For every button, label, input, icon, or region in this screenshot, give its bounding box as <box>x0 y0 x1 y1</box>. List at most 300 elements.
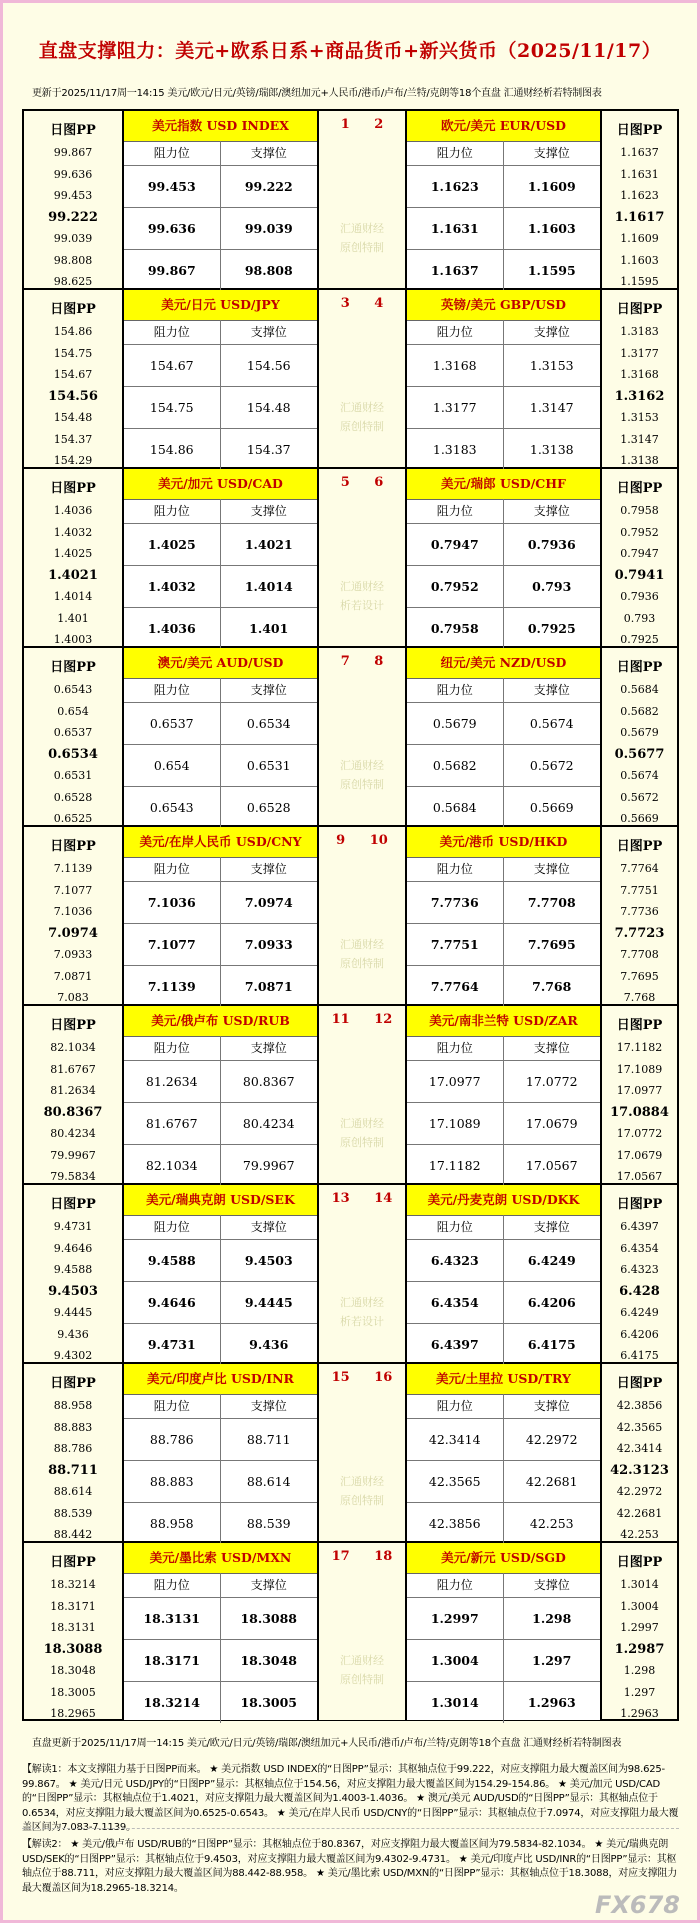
pp-value: 0.654 <box>57 704 89 718</box>
pair-number-left: 3 <box>340 296 350 311</box>
pair-section <box>24 1006 677 1185</box>
watermark <box>319 398 405 436</box>
resistance-header: 阻力位 <box>407 320 504 344</box>
pp-value: 88.883 <box>53 1420 93 1434</box>
support-value: 6.4175 <box>527 1337 576 1352</box>
support-header: 支撑位 <box>250 146 287 160</box>
pair-number-left: 17 <box>331 1549 350 1564</box>
pp-value: 6.4397 <box>620 1220 659 1233</box>
pair-number-left: 7 <box>340 654 350 669</box>
support-value: 154.48 <box>246 400 291 415</box>
pair-name: 美元/瑞郎 USD/CHF <box>407 469 600 500</box>
pp-value: 154.37 <box>53 432 93 446</box>
pp-value: 81.2634 <box>50 1084 96 1097</box>
level-row <box>124 1282 317 1324</box>
right-pair-block <box>407 648 602 825</box>
support-value: 17.0679 <box>525 1116 578 1131</box>
pp-value: 1.298 <box>623 1664 656 1677</box>
support-value: 7.7695 <box>527 937 576 952</box>
pp-list <box>24 858 122 1009</box>
pp-list <box>602 858 677 1009</box>
resistance-value: 17.1182 <box>407 1145 504 1186</box>
support-value: 18.3048 <box>240 1653 298 1668</box>
level-row <box>407 250 600 291</box>
right-pair-block <box>407 1185 602 1362</box>
pp-value: 1.4003 <box>53 633 93 646</box>
pp-value: 1.297 <box>623 1685 656 1699</box>
pp-value: 154.56 <box>48 388 98 404</box>
pp-value: 17.0567 <box>616 1170 663 1183</box>
pp-value: 88.786 <box>53 1442 93 1455</box>
pp-value: 1.3004 <box>620 1599 659 1613</box>
pp-value: 0.5682 <box>620 704 659 718</box>
pp-value: 79.5834 <box>50 1170 96 1183</box>
resistance-header: 阻力位 <box>407 499 504 523</box>
resistance-header: 阻力位 <box>124 1215 221 1239</box>
level-row <box>124 745 317 787</box>
pp-value: 1.2987 <box>614 1641 665 1657</box>
level-row <box>407 566 600 608</box>
watermark-line: 原创特制 <box>340 1494 384 1507</box>
watermark <box>319 756 405 794</box>
left-pp-column <box>24 469 124 646</box>
pp-value: 0.7952 <box>620 525 659 539</box>
resistance-value: 1.2997 <box>407 1598 504 1639</box>
pp-value: 7.0933 <box>53 948 93 961</box>
support-value: 0.5672 <box>529 758 574 773</box>
pp-value: 7.0974 <box>48 925 98 941</box>
pp-value: 6.4206 <box>620 1327 659 1341</box>
pp-title: 日图PP <box>50 123 96 138</box>
pp-value: 9.4302 <box>53 1349 93 1362</box>
pp-value: 98.808 <box>53 253 93 267</box>
resistance-header: 阻力位 <box>124 1394 221 1418</box>
pair-number-right: 2 <box>374 117 384 132</box>
right-pp-column <box>602 648 677 825</box>
left-pp-column <box>24 111 124 288</box>
level-header <box>124 857 317 882</box>
pair-name: 美元/加元 USD/CAD <box>124 469 317 500</box>
pair-number-left: 15 <box>331 1370 350 1385</box>
resistance-value: 154.75 <box>124 387 221 428</box>
pp-value: 6.4323 <box>620 1263 659 1276</box>
pp-value: 81.6767 <box>50 1062 96 1076</box>
pp-value: 1.1595 <box>620 275 659 288</box>
right-pp-column <box>602 1185 677 1362</box>
support-value: 17.0567 <box>525 1158 578 1173</box>
support-value: 1.298 <box>532 1611 572 1626</box>
support-value: 42.2681 <box>525 1474 578 1489</box>
pp-title: 日图PP <box>50 1555 96 1570</box>
pp-value: 1.3168 <box>620 368 659 381</box>
right-pair-block <box>407 827 602 1004</box>
level-row <box>407 1324 600 1365</box>
pp-list <box>24 500 122 651</box>
pp-value: 42.3565 <box>616 1420 663 1434</box>
level-header <box>124 1215 317 1240</box>
pair-numbers <box>319 654 405 669</box>
level-row <box>124 1324 317 1365</box>
pair-number-left: 1 <box>340 117 350 132</box>
pp-title: 日图PP <box>616 123 663 138</box>
level-row <box>124 608 317 649</box>
pp-list <box>602 1574 677 1725</box>
pair-name: 美元/新元 USD/SGD <box>407 1543 600 1574</box>
level-row <box>407 745 600 787</box>
level-row <box>124 429 317 470</box>
level-row <box>124 166 317 208</box>
pp-value: 82.1034 <box>50 1041 96 1054</box>
index-column <box>319 1185 407 1362</box>
pp-list <box>24 1037 122 1188</box>
pp-value: 1.3138 <box>620 454 659 467</box>
resistance-value: 0.5679 <box>407 703 504 744</box>
level-row <box>407 1061 600 1103</box>
resistance-header: 阻力位 <box>407 1394 504 1418</box>
watermark-line: 汇通财经 <box>340 759 384 772</box>
pair-number-right: 18 <box>374 1549 393 1564</box>
level-row <box>124 787 317 828</box>
support-value: 1.401 <box>249 621 289 636</box>
pair-numbers <box>319 1370 405 1385</box>
pp-list <box>602 142 677 293</box>
level-row <box>407 166 600 208</box>
support-value: 7.0933 <box>244 937 293 952</box>
support-header: 支撑位 <box>533 325 570 339</box>
pp-value: 18.2965 <box>50 1707 96 1720</box>
support-header: 支撑位 <box>533 1220 570 1234</box>
watermark <box>319 1651 405 1689</box>
pp-value: 80.8367 <box>43 1104 103 1120</box>
left-pair-block <box>124 827 319 1004</box>
support-header: 支撑位 <box>533 1578 570 1592</box>
level-header <box>407 1394 600 1419</box>
pair-name: 美元/南非兰特 USD/ZAR <box>407 1006 600 1037</box>
pair-number-right: 4 <box>374 296 384 311</box>
support-value: 1.4014 <box>244 579 293 594</box>
resistance-value: 0.6537 <box>124 703 221 744</box>
index-column <box>319 1543 407 1720</box>
pp-value: 7.083 <box>57 991 89 1004</box>
pp-value: 0.7936 <box>620 590 659 603</box>
pp-value: 1.4014 <box>53 590 93 603</box>
pp-value: 1.4021 <box>48 567 98 583</box>
pp-value: 18.3005 <box>50 1685 96 1699</box>
update-header: 更新于2025/11/17周一14:15 美元/欧元/日元/英镑/瑞郎/澳纽加元+人民币/港币/卢布/兰特/克朗等18个直盘 汇通财经析若特制图表 <box>32 88 602 99</box>
pp-title: 日图PP <box>616 1018 663 1033</box>
watermark-line: 汇通财经 <box>340 1654 384 1667</box>
resistance-value: 7.7764 <box>407 966 504 1007</box>
support-value: 6.4249 <box>527 1253 576 1268</box>
page-title: 直盘支撑阻力：美元+欧系日系+商品货币+新兴货币（2025/11/17） <box>38 40 662 62</box>
pp-title: 日图PP <box>50 660 96 675</box>
pp-value: 88.539 <box>53 1506 93 1520</box>
resistance-value: 17.0977 <box>407 1061 504 1102</box>
note-1: 【解读1：本文支撑阻力基于日图PP而来。 ★ 美元指数 USD INDEX的“日图PP”显示：其枢轴点位于99.222，对应支撑阻力最大覆盖区间为98.625-99.867。 ★ 美元/日元 USD/JPY的“日图PP”显示：其枢轴点位于154.56，对应支撑阻力最大覆盖区间为154.29-154.86。 ★ 美元/加元 USD/CAD的“日图PP”显示：其枢轴点位于1.4021，对应支撑阻力最大覆盖区间为1.4003-1.4036。 ★ 澳元/美元 AUD/USD的“日图PP”显示：其枢轴点位于0.6534，对应支撑阻力最大覆盖区间为0.6525-0.6543。 ★ 美元/在岸人民币 USD/CNY的“日图PP”显示：其枢轴点位于7.0974，对应支撑阻力最大覆盖区间为7.083-7.1139。 <box>22 1764 679 1833</box>
resistance-value: 0.6543 <box>124 787 221 828</box>
index-column <box>319 648 407 825</box>
level-header <box>124 320 317 345</box>
support-value: 0.5674 <box>529 716 574 731</box>
level-row <box>124 1682 317 1723</box>
left-pp-column <box>24 1364 124 1541</box>
pp-list <box>24 1395 122 1546</box>
pp-value: 1.2963 <box>620 1707 659 1720</box>
pp-title: 日图PP <box>50 302 96 317</box>
pp-list <box>602 1216 677 1367</box>
watermark-line: 析若设计 <box>340 1315 384 1328</box>
level-row <box>407 1598 600 1640</box>
pp-value: 18.3214 <box>50 1578 96 1591</box>
pp-value: 0.5674 <box>620 769 659 782</box>
support-value: 88.539 <box>246 1516 291 1531</box>
level-row <box>124 524 317 566</box>
pp-value: 17.0884 <box>610 1104 669 1120</box>
pp-value: 1.1623 <box>620 189 659 202</box>
level-row <box>124 1103 317 1145</box>
resistance-value: 6.4397 <box>407 1324 504 1365</box>
support-value: 0.6534 <box>246 716 291 731</box>
left-pair-block <box>124 111 319 288</box>
support-value: 18.3088 <box>240 1611 298 1626</box>
right-pp-column <box>602 1364 677 1541</box>
pair-number-right: 14 <box>374 1191 393 1206</box>
watermark-line: 原创特制 <box>340 420 384 433</box>
resistance-header: 阻力位 <box>124 499 221 523</box>
pp-value: 0.5672 <box>620 790 659 804</box>
level-row <box>124 250 317 291</box>
pp-value: 7.7764 <box>620 862 659 875</box>
pair-name: 美元/丹麦克朗 USD/DKK <box>407 1185 600 1216</box>
watermark <box>319 1293 405 1331</box>
left-pair-block <box>124 1364 319 1541</box>
pair-name: 美元/港币 USD/HKD <box>407 827 600 858</box>
watermark-line: 汇通财经 <box>340 222 384 235</box>
resistance-value: 99.867 <box>124 250 221 291</box>
watermark-line: 汇通财经 <box>340 401 384 414</box>
pp-value: 9.4503 <box>48 1283 98 1299</box>
watermark-line: 原创特制 <box>340 241 384 254</box>
pp-title: 日图PP <box>616 1555 663 1570</box>
left-pair-block <box>124 1185 319 1362</box>
support-value: 0.5669 <box>529 800 574 815</box>
pp-value: 7.7695 <box>620 969 659 983</box>
fx678-logo: FX678 <box>595 1891 680 1919</box>
pp-value: 1.401 <box>57 611 89 625</box>
support-value: 0.793 <box>532 579 572 594</box>
watermark-line: 汇通财经 <box>340 1296 384 1309</box>
resistance-value: 9.4588 <box>124 1240 221 1281</box>
watermark-line: 原创特制 <box>340 1136 384 1149</box>
pp-value: 99.867 <box>53 146 93 159</box>
pp-value: 42.2972 <box>616 1485 663 1498</box>
pp-title: 日图PP <box>616 302 663 317</box>
level-row <box>124 387 317 429</box>
pp-value: 18.3171 <box>50 1599 96 1613</box>
support-value: 1.3153 <box>529 358 574 373</box>
pp-value: 0.7958 <box>620 504 659 517</box>
pp-value: 154.67 <box>53 368 93 381</box>
watermark <box>319 1472 405 1510</box>
support-value: 1.297 <box>532 1653 572 1668</box>
support-header: 支撑位 <box>533 862 570 876</box>
pp-value: 98.625 <box>53 275 93 288</box>
resistance-header: 阻力位 <box>407 1215 504 1239</box>
level-row <box>407 703 600 745</box>
pp-value: 0.5669 <box>620 812 659 825</box>
pp-value: 0.5684 <box>620 683 659 696</box>
pp-list <box>602 321 677 472</box>
pivot-table <box>22 109 679 1721</box>
pp-title: 日图PP <box>616 660 663 675</box>
pair-name: 美元/日元 USD/JPY <box>124 290 317 321</box>
pp-title: 日图PP <box>616 481 663 496</box>
pp-value: 0.6534 <box>48 746 98 762</box>
pair-numbers <box>319 475 405 490</box>
left-pp-column <box>24 290 124 467</box>
pp-value: 99.039 <box>53 232 93 245</box>
pair-section <box>24 469 677 648</box>
resistance-value: 18.3171 <box>124 1640 221 1681</box>
resistance-value: 1.4025 <box>124 524 221 565</box>
level-header <box>124 1573 317 1598</box>
level-row <box>407 208 600 250</box>
level-row <box>407 1240 600 1282</box>
support-value: 99.222 <box>244 179 293 194</box>
pair-number-left: 13 <box>331 1191 350 1206</box>
pair-numbers <box>319 1549 405 1564</box>
pp-value: 7.7708 <box>620 948 659 961</box>
level-row <box>124 966 317 1007</box>
support-value: 9.4445 <box>244 1295 293 1310</box>
pair-numbers <box>319 833 405 848</box>
support-value: 0.7925 <box>527 621 576 636</box>
pair-numbers <box>319 1191 405 1206</box>
pp-value: 99.636 <box>53 167 93 181</box>
level-row <box>124 1503 317 1544</box>
right-pp-column <box>602 469 677 646</box>
resistance-value: 99.636 <box>124 208 221 249</box>
level-row <box>124 1419 317 1461</box>
watermark <box>319 577 405 615</box>
pp-value: 154.86 <box>53 325 93 338</box>
resistance-value: 0.5684 <box>407 787 504 828</box>
resistance-header: 阻力位 <box>407 1573 504 1597</box>
pp-value: 0.7925 <box>620 633 659 646</box>
pp-value: 18.3088 <box>43 1641 103 1657</box>
support-value: 7.7708 <box>527 895 576 910</box>
resistance-value: 17.1089 <box>407 1103 504 1144</box>
right-pp-column <box>602 290 677 467</box>
support-value: 18.3005 <box>240 1695 298 1710</box>
pair-number-right: 12 <box>374 1012 393 1027</box>
support-value: 7.768 <box>532 979 572 994</box>
pair-numbers <box>319 1012 405 1027</box>
pair-name: 美元/俄卢布 USD/RUB <box>124 1006 317 1037</box>
pp-value: 42.253 <box>620 1528 659 1541</box>
pair-name: 欧元/美元 EUR/USD <box>407 111 600 142</box>
resistance-value: 9.4731 <box>124 1324 221 1365</box>
resistance-value: 6.4323 <box>407 1240 504 1281</box>
pp-value: 0.7941 <box>614 567 665 583</box>
level-header <box>407 857 600 882</box>
resistance-header: 阻力位 <box>407 1036 504 1060</box>
pair-section <box>24 1364 677 1543</box>
level-row <box>124 208 317 250</box>
pp-value: 0.7947 <box>620 547 659 560</box>
pair-section <box>24 111 677 290</box>
pair-name: 英镑/美元 GBP/USD <box>407 290 600 321</box>
pp-value: 1.3147 <box>620 432 659 446</box>
pair-number-left: 9 <box>336 833 346 848</box>
support-header: 支撑位 <box>533 683 570 697</box>
support-value: 1.3138 <box>529 442 574 457</box>
support-header: 支撑位 <box>250 504 287 518</box>
support-value: 154.37 <box>246 442 291 457</box>
support-header: 支撑位 <box>250 683 287 697</box>
resistance-value: 154.86 <box>124 429 221 470</box>
pp-title: 日图PP <box>616 839 663 854</box>
support-value: 7.0871 <box>244 979 293 994</box>
right-pair-block <box>407 290 602 467</box>
level-row <box>407 966 600 1007</box>
support-value: 79.9967 <box>242 1158 295 1173</box>
resistance-value: 7.7751 <box>407 924 504 965</box>
resistance-value: 7.1139 <box>124 966 221 1007</box>
pp-list <box>24 679 122 830</box>
pp-value: 1.1617 <box>614 209 665 225</box>
level-row <box>124 566 317 608</box>
resistance-value: 7.1036 <box>124 882 221 923</box>
level-header <box>407 320 600 345</box>
resistance-value: 88.958 <box>124 1503 221 1544</box>
pp-value: 1.4032 <box>53 525 93 539</box>
support-value: 1.1603 <box>527 221 576 236</box>
support-value: 0.7936 <box>527 537 576 552</box>
resistance-value: 1.3004 <box>407 1640 504 1681</box>
pp-value: 0.5677 <box>614 746 665 762</box>
pp-value: 0.6543 <box>53 683 93 696</box>
pp-value: 154.48 <box>53 411 93 424</box>
resistance-value: 0.7958 <box>407 608 504 649</box>
pp-value: 0.6525 <box>53 812 93 825</box>
pair-section <box>24 1543 677 1720</box>
support-value: 1.1595 <box>527 263 576 278</box>
resistance-value: 1.1637 <box>407 250 504 291</box>
resistance-header: 阻力位 <box>124 857 221 881</box>
resistance-value: 154.67 <box>124 345 221 386</box>
pp-value: 7.1077 <box>53 883 93 897</box>
pp-value: 154.75 <box>53 346 93 360</box>
pp-title: 日图PP <box>50 839 96 854</box>
support-value: 0.6528 <box>246 800 291 815</box>
notes-divider <box>22 1828 679 1829</box>
resistance-value: 81.2634 <box>124 1061 221 1102</box>
pair-section <box>24 827 677 1006</box>
pp-value: 17.1089 <box>616 1062 663 1076</box>
resistance-value: 82.1034 <box>124 1145 221 1186</box>
pp-value: 0.793 <box>623 611 656 625</box>
resistance-value: 1.3014 <box>407 1682 504 1723</box>
pp-value: 0.6528 <box>53 790 93 804</box>
resistance-value: 81.6767 <box>124 1103 221 1144</box>
level-header <box>407 678 600 703</box>
level-header <box>124 499 317 524</box>
support-value: 9.4503 <box>244 1253 293 1268</box>
support-value: 154.56 <box>246 358 291 373</box>
pp-value: 18.3048 <box>50 1664 96 1677</box>
pp-value: 79.9967 <box>50 1148 96 1162</box>
